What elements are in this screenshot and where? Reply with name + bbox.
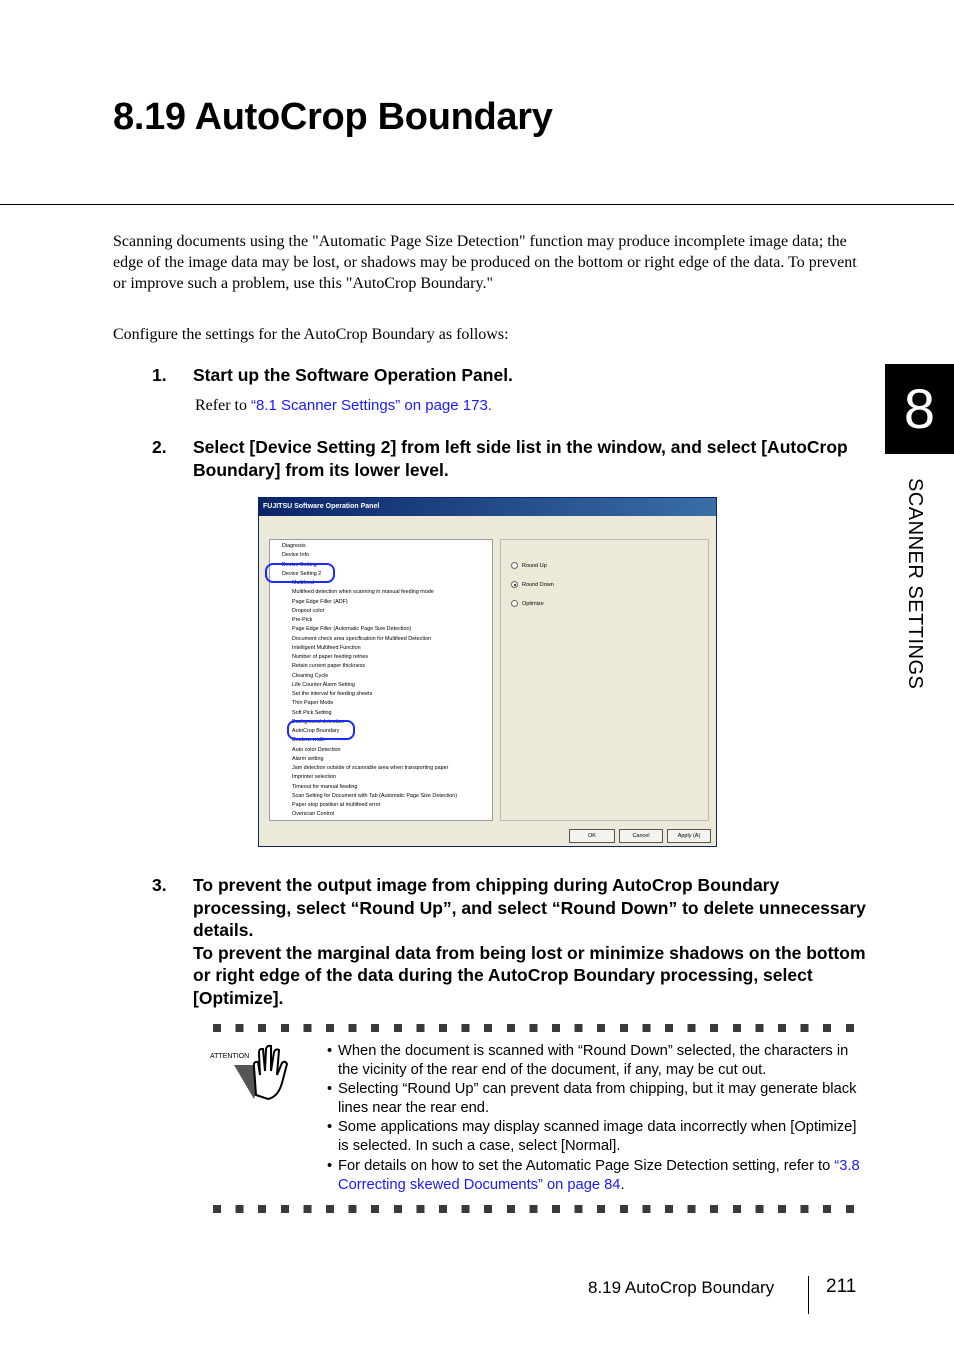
attention-item-text: Some applications may display scanned image data incorrectly when [Optimize] is selected. In such a case, select [Normal]. xyxy=(338,1119,857,1155)
tree-item[interactable]: Paper stop position at multifeed error xyxy=(292,802,381,808)
options-panel xyxy=(500,539,709,821)
tree-item[interactable]: Jam detection outside of scannable area when transporting paper xyxy=(292,765,449,771)
tree-item[interactable]: Retain current paper thickness xyxy=(292,663,366,670)
radio-round-up[interactable] xyxy=(511,562,547,569)
attention-label: ATTENTION xyxy=(210,1053,250,1060)
tree-item[interactable]: Set the interval for feeding sheets xyxy=(292,691,373,697)
correcting-skew-link[interactable]: “3.8 Correcting skewed Documents” on page 84 xyxy=(338,1158,860,1194)
bullet: • xyxy=(327,1043,333,1059)
tree-item[interactable]: Multifeed xyxy=(292,580,314,586)
attention-item-text xyxy=(327,1157,867,1195)
tree-item[interactable]: Device Setting xyxy=(282,561,317,568)
radio-label: Round Down xyxy=(522,581,554,588)
bullet: • xyxy=(327,1158,333,1174)
tree-item[interactable]: Device Setting 2 xyxy=(282,570,322,577)
step-text: Select [Device Setting 2] from left side list in the window, and select [AutoCrop Boundary] from its lower level. xyxy=(193,437,848,480)
bullet: • xyxy=(327,1081,333,1097)
tree-item[interactable]: Dropout color xyxy=(292,607,325,614)
tree-item[interactable]: Background detection xyxy=(292,718,345,725)
page-number: 211 xyxy=(826,1276,857,1297)
radio-label: Optimize xyxy=(522,600,544,607)
tree-item[interactable]: Device Info xyxy=(282,552,309,559)
step-text-part-2: To prevent the marginal data from being lost or minimize shadows on the bottom or right edge of the data during the AutoCrop Boundary processing, select [Optimize]. xyxy=(193,942,866,1008)
tree-item[interactable]: Soft Pick Setting xyxy=(292,709,332,716)
intro-paragraph: Scanning documents using the "Automatic Page Size Detection" function may produce incomplete image data; the edge of the image data may be lost, or shadows may be produced on the bottom or right edge of the data. To prevent or improve such a problem, use this "AutoCrop Boundary." xyxy=(113,233,857,292)
ok-button[interactable]: OK xyxy=(569,829,615,843)
reference-line xyxy=(195,397,492,415)
radio-icon xyxy=(511,600,518,607)
radio-optimize[interactable] xyxy=(511,600,544,607)
step-number: 2. xyxy=(152,437,167,457)
tree-item[interactable]: Intelligent Multifeed Function xyxy=(292,644,361,651)
chapter-tab: 8 xyxy=(885,364,954,454)
cancel-button[interactable]: Cancel xyxy=(619,829,663,843)
tree-item[interactable]: Alarm setting xyxy=(292,755,324,762)
tree-item[interactable]: Document check area specification for Multifeed Detection xyxy=(292,635,432,642)
tree-item[interactable]: Imprinter selection xyxy=(292,774,337,781)
tree-item[interactable]: Auto color Detection xyxy=(292,746,341,753)
reference-suffix: . xyxy=(487,397,492,414)
reference-prefix: Refer to xyxy=(195,397,251,414)
tree-item[interactable]: Pre-Pick xyxy=(292,617,313,623)
chapter-side-title: SCANNER SETTINGS xyxy=(904,478,926,690)
radio-round-down[interactable] xyxy=(511,581,554,588)
tree-item[interactable]: Diagnosis xyxy=(282,543,306,549)
tree-item[interactable]: Life Counter Alarm Setting xyxy=(292,681,355,688)
attention-top-border xyxy=(213,1024,863,1032)
tree-item[interactable]: Deskew width xyxy=(292,737,326,744)
attention-last-suffix: . xyxy=(620,1177,625,1194)
software-operation-panel-screenshot xyxy=(258,497,717,847)
title-divider xyxy=(0,204,954,205)
tree-item[interactable]: Page Edge Filler (ADF) xyxy=(292,598,348,605)
radio-selected-icon xyxy=(511,581,518,588)
tree-item[interactable]: Overscan Control xyxy=(292,811,334,818)
tree-item[interactable]: Scan Setting for Document with Tab (Automatic Page Size Detection) xyxy=(292,792,457,799)
apply-button[interactable]: Apply (A) xyxy=(667,829,711,843)
tree-item[interactable]: Timeout for manual feeding xyxy=(292,783,358,790)
attention-item-text: Selecting “Round Up” can prevent data from chipping, but it may generate black lines near the rear end. xyxy=(338,1081,857,1117)
attention-item xyxy=(327,1157,867,1195)
attention-bottom-border xyxy=(213,1205,863,1213)
configure-paragraph: Configure the settings for the AutoCrop Boundary as follows: xyxy=(113,326,509,343)
attention-item xyxy=(327,1118,867,1156)
highlight-autocrop-boundary xyxy=(287,720,355,740)
bullet: • xyxy=(327,1119,333,1135)
tree-item[interactable]: Thin Paper Mode xyxy=(292,700,334,707)
window-title: FUJITSU Software Operation Panel xyxy=(259,498,716,516)
attention-item-text: When the document is scanned with “Round Down” selected, the characters in the vicinity of the rear end of the document, if any, may be cut out. xyxy=(338,1043,849,1079)
tree-item[interactable]: AutoCrop Boundary xyxy=(292,728,340,734)
footer-section: 8.19 AutoCrop Boundary xyxy=(588,1278,775,1297)
attention-item xyxy=(327,1080,867,1118)
step-number: 1. xyxy=(152,365,167,385)
tree-item[interactable]: Number of paper feeding retries xyxy=(292,654,369,660)
step-text-part-1: To prevent the output image from chipping during AutoCrop Boundary processing, select “Round Up”, and select “Round Down” to delete unnecessary details. xyxy=(193,875,866,940)
step-text: Start up the Software Operation Panel. xyxy=(193,365,513,385)
attention-last-text: For details on how to set the Automatic Page Size Detection setting, refer to xyxy=(338,1158,835,1174)
attention-item xyxy=(327,1042,867,1080)
page-title: 8.19 AutoCrop Boundary xyxy=(113,96,553,138)
radio-icon xyxy=(511,562,518,569)
reference-link[interactable]: “8.1 Scanner Settings” on page 173 xyxy=(250,397,488,414)
tree-item[interactable]: Cleaning Cycle xyxy=(292,672,329,679)
step-text xyxy=(193,874,873,1009)
tree-item[interactable]: Page Edge Filler (Automatic Page Size Detection) xyxy=(292,626,412,633)
step-number: 3. xyxy=(152,875,167,895)
radio-label: Round Up xyxy=(522,562,547,569)
highlight-device-setting-2 xyxy=(265,563,335,583)
tree-item[interactable]: Multifeed detection when scanning in manual feeding mode xyxy=(292,589,434,596)
footer-divider xyxy=(808,1276,809,1314)
